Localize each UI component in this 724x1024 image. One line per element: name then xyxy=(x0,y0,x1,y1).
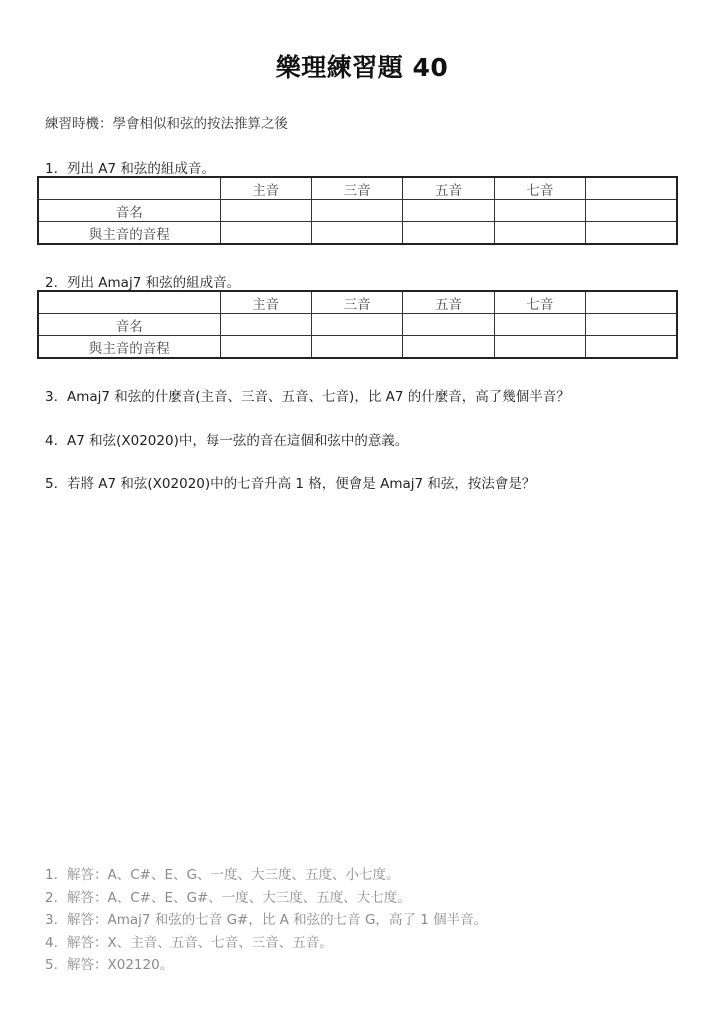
answer-number: 5. xyxy=(45,957,58,973)
question-number: 5. xyxy=(45,476,58,492)
question-1 xyxy=(45,157,215,177)
a7-chord-table xyxy=(37,176,678,245)
answer-cell[interactable] xyxy=(494,336,585,359)
table-header-cell xyxy=(38,177,220,200)
answer-cell[interactable] xyxy=(494,200,585,222)
table-row xyxy=(38,336,677,359)
answer-cell[interactable] xyxy=(311,222,402,245)
answer-cell[interactable] xyxy=(311,336,402,359)
row-label: 與主音的音程 xyxy=(38,222,220,245)
table-header-cell: 主音 xyxy=(220,291,311,314)
answer-cell[interactable] xyxy=(586,200,677,222)
table-header-cell xyxy=(586,177,677,200)
answer-text: 解答：A、C#、E、G#、一度、大三度、五度、大七度。 xyxy=(67,889,411,906)
answer-cell[interactable] xyxy=(403,336,494,359)
row-label: 與主音的音程 xyxy=(38,336,220,359)
table-row xyxy=(38,200,677,222)
answer-item xyxy=(45,887,487,910)
table-header-cell: 主音 xyxy=(220,177,311,200)
question-number: 4. xyxy=(45,433,58,449)
answer-item xyxy=(45,864,487,887)
answer-cell[interactable] xyxy=(494,314,585,336)
answer-cell[interactable] xyxy=(586,222,677,245)
answer-text: 解答：Amaj7 和弦的七音 G#，比 A 和弦的七音 G，高了 1 個半音。 xyxy=(67,912,488,928)
table-header-cell: 三音 xyxy=(311,177,402,200)
amaj7-chord-table xyxy=(37,290,678,359)
table-header-cell: 三音 xyxy=(311,291,402,314)
table-header-cell: 五音 xyxy=(403,177,494,200)
answer-number: 3. xyxy=(45,912,58,928)
answer-cell[interactable] xyxy=(220,222,311,245)
question-text: 列出 Amaj7 和弦的組成音。 xyxy=(67,275,241,291)
answer-cell[interactable] xyxy=(220,200,311,222)
answer-cell[interactable] xyxy=(586,314,677,336)
question-number: 2. xyxy=(45,275,58,291)
answer-cell[interactable] xyxy=(311,200,402,222)
table-header-row xyxy=(38,177,677,200)
row-label: 音名 xyxy=(38,314,220,336)
table-header-cell xyxy=(586,291,677,314)
question-3 xyxy=(45,385,570,405)
question-number: 3. xyxy=(45,389,58,405)
answer-number: 2. xyxy=(45,889,58,906)
answer-cell[interactable] xyxy=(403,314,494,336)
answer-cell[interactable] xyxy=(220,314,311,336)
answer-cell[interactable] xyxy=(403,200,494,222)
answer-number: 4. xyxy=(45,934,58,951)
answer-text: 解答：A、C#、E、G、一度、大三度、五度、小七度。 xyxy=(67,867,400,883)
question-text: 列出 A7 和弦的組成音。 xyxy=(67,161,215,177)
answer-cell[interactable] xyxy=(220,336,311,359)
answer-item xyxy=(45,954,487,977)
answer-cell[interactable] xyxy=(403,222,494,245)
practice-timing-note: 練習時機：學會相似和弦的按法推算之後 xyxy=(45,116,288,132)
answer-number: 1. xyxy=(45,867,58,883)
table-header-cell xyxy=(38,291,220,314)
table-row xyxy=(38,314,677,336)
table-header-cell: 五音 xyxy=(403,291,494,314)
answer-item xyxy=(45,932,487,955)
question-4 xyxy=(45,429,408,449)
answer-item xyxy=(45,909,487,932)
table-header-cell: 七音 xyxy=(494,177,585,200)
table-header-row xyxy=(38,291,677,314)
question-text: 若將 A7 和弦(X02020)中的七音升高 1 格，便會是 Amaj7 和弦，按法會是？ xyxy=(67,476,536,492)
question-text: Amaj7 和弦的什麼音(主音、三音、五音、七音)，比 A7 的什麼音，高了幾個半音？ xyxy=(67,389,570,405)
answer-cell[interactable] xyxy=(311,314,402,336)
answer-text: 解答：X、主音、五音、七音、三音、五音。 xyxy=(67,934,333,951)
answer-cell[interactable] xyxy=(494,222,585,245)
table-header-cell: 七音 xyxy=(494,291,585,314)
row-label: 音名 xyxy=(38,200,220,222)
answer-cell[interactable] xyxy=(586,336,677,359)
page-title: 樂理練習題 40 xyxy=(275,53,449,82)
question-2 xyxy=(45,271,240,291)
question-5 xyxy=(45,472,535,492)
question-number: 1. xyxy=(45,161,58,177)
answer-key xyxy=(45,864,487,977)
table-row xyxy=(38,222,677,245)
answer-text: 解答：X02120。 xyxy=(67,957,174,973)
question-text: A7 和弦(X02020)中，每一弦的音在這個和弦中的意義。 xyxy=(67,433,409,449)
